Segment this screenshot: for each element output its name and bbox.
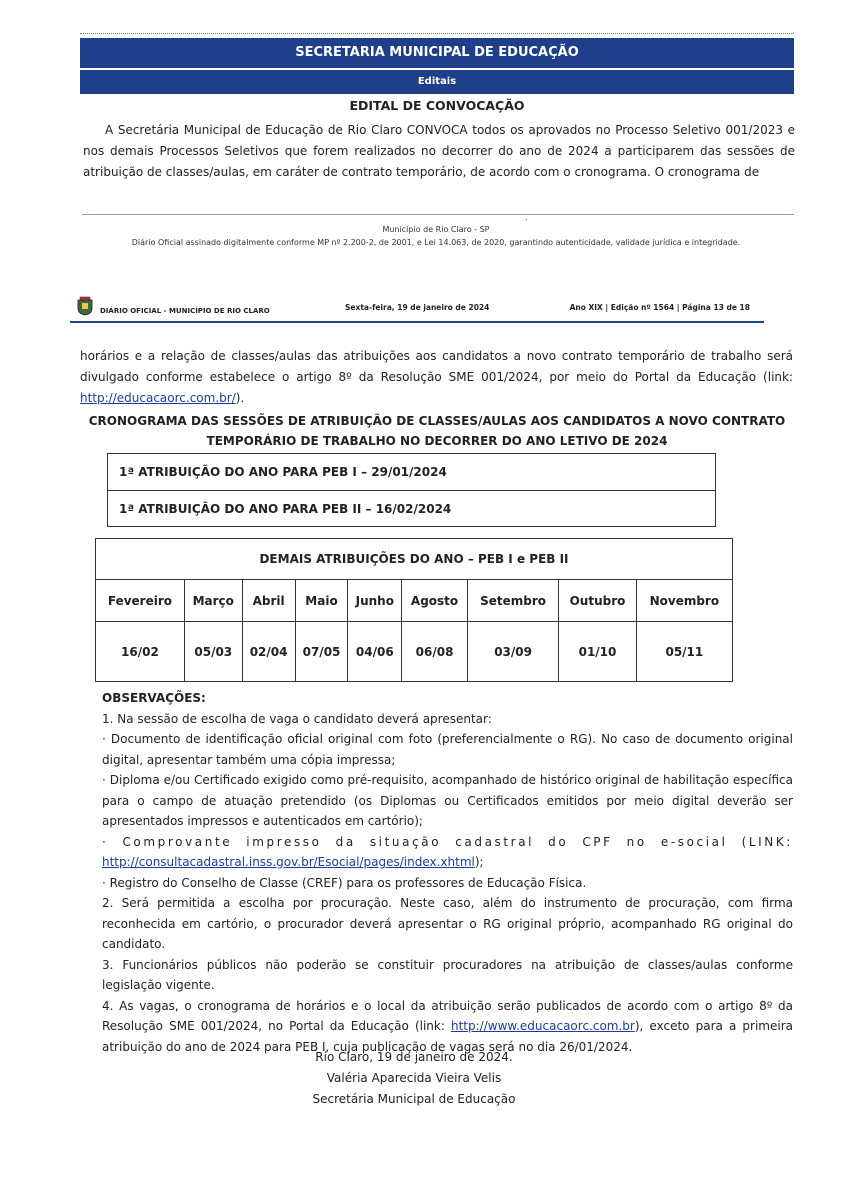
footer-rule bbox=[82, 214, 794, 215]
first-attribution-peb2: 1ª ATRIBUIÇÃO DO ANO PARA PEB II – 16/02/2024 bbox=[108, 490, 715, 527]
observation-item-1: 1. Na sessão de escolha de vaga o candidato deverá apresentar: bbox=[102, 711, 492, 726]
date-cell: 02/04 bbox=[242, 622, 295, 682]
top-dotted-rule bbox=[80, 33, 794, 34]
observations-section bbox=[80, 688, 793, 1057]
schedule-table bbox=[95, 538, 733, 682]
footer-municipio: Município de Rio Claro - SP bbox=[382, 225, 490, 234]
month-header: Abril bbox=[242, 580, 295, 622]
month-header: Março bbox=[184, 580, 242, 622]
observations-title: OBSERVAÇÕES: bbox=[102, 691, 206, 705]
date-cell: 01/10 bbox=[559, 622, 636, 682]
edital-title: EDITAL DE CONVOCAÇÃO bbox=[349, 98, 525, 113]
table-row bbox=[96, 622, 733, 682]
cronograma-title: CRONOGRAMA DAS SESSÕES DE ATRIBUIÇÃO DE CLASSES/AULAS AOS CANDIDATOS A NOVO CONTRATO TEMPORÁRIO DE TRABALHO NO DECORRER DO ANO LETIVO DE 2024 bbox=[88, 414, 786, 448]
month-header: Setembro bbox=[467, 580, 558, 622]
section-banner: Editais bbox=[80, 70, 794, 94]
observation-item-4-text: 4. As vagas, o cronograma de horários e o local da atribuição serão publicados de acordo com o artigo 8º da Resolução SME 001/2024, no Portal da Educação (link: bbox=[102, 998, 793, 1033]
month-header: Novembro bbox=[636, 580, 732, 622]
date-cell: 07/05 bbox=[295, 622, 348, 682]
page-header bbox=[70, 296, 764, 320]
municipal-crest-icon bbox=[76, 296, 94, 316]
header-date: Sexta-feira, 19 de janeiro de 2024 bbox=[345, 303, 490, 312]
footer-signature-note: Diário Oficial assinado digitalmente conforme MP nº 2.200-2, de 2001, e Lei 14.063, de 2020, garantindo autenticidade, validade jurídica e integridade. bbox=[131, 238, 741, 247]
signature-place-date: Rio Claro, 19 de janeiro de 2024. bbox=[315, 1050, 513, 1064]
requirement-id-document: · Documento de identificação oficial original com foto (preferencialmente o RG). No caso de documento original digital, apresentar também uma cópia impressa; bbox=[102, 732, 793, 767]
requirement-cpf-text: · Comprovante impresso da situação cadastral do CPF no e-social (LINK: bbox=[102, 834, 793, 849]
date-cell: 05/11 bbox=[636, 622, 732, 682]
requirement-diploma: · Diploma e/ou Certificado exigido como pré-requisito, acompanhado de histórico original de habilitação específica para o campo de atuação pretendido (os Diplomas ou Certificados emitidos por meio digital deverão ser apresentados impressos e autenticados em cartório); bbox=[102, 773, 793, 828]
date-cell: 03/09 bbox=[467, 622, 558, 682]
header-rule bbox=[70, 321, 764, 323]
footer-dot: . bbox=[525, 213, 528, 222]
month-header: Fevereiro bbox=[96, 580, 185, 622]
observation-item-2: 2. Será permitida a escolha por procuração. Neste caso, além do instrumento de procuração, com firma reconhecida em cartório, o procurador deverá apresentar o RG original próprio, acompanhado RG original do candidato. bbox=[102, 896, 793, 951]
signature-block bbox=[80, 1047, 748, 1110]
signature-name: Valéria Aparecida Vieira Velis bbox=[326, 1071, 502, 1085]
signature-role: Secretária Municipal de Educação bbox=[312, 1092, 516, 1106]
continuation-end: ). bbox=[235, 391, 245, 405]
month-header: Junho bbox=[348, 580, 402, 622]
table-header-row bbox=[96, 580, 733, 622]
requirement-cpf-end: ); bbox=[474, 855, 484, 869]
requirement-cref: · Registro do Conselho de Classe (CREF) para os professores de Educação Física. bbox=[102, 875, 587, 890]
date-cell: 04/06 bbox=[348, 622, 402, 682]
continuation-paragraph bbox=[80, 346, 793, 409]
month-header: Outubro bbox=[559, 580, 636, 622]
requirement-cpf bbox=[80, 832, 793, 873]
intro-paragraph bbox=[83, 120, 795, 183]
observation-item-3: 3. Funcionários públicos não poderão se constituir procuradores na atribuição de classes/aulas conforme legislação vigente. bbox=[102, 957, 793, 992]
continuation-text: horários e a relação de classes/aulas das atribuições aos candidatos a novo contrato temporário de trabalho será divulgado conforme estabelece o artigo 8º da Resolução SME 001/2024, por meio do Portal da Educação (link: bbox=[80, 349, 793, 384]
secretaria-banner: SECRETARIA MUNICIPAL DE EDUCAÇÃO bbox=[80, 38, 794, 68]
month-header: Maio bbox=[295, 580, 348, 622]
schedule-table-title: DEMAIS ATRIBUIÇÕES DO ANO – PEB I e PEB II bbox=[96, 539, 733, 580]
first-attributions-box bbox=[107, 453, 716, 527]
header-journal-name: DIÁRIO OFICIAL - MUNICÍPIO DE RIO CLARO bbox=[100, 307, 270, 315]
date-cell: 06/08 bbox=[402, 622, 468, 682]
esocial-link[interactable]: http://consultacadastral.inss.gov.br/Esocial/pages/index.xhtml bbox=[102, 855, 475, 869]
educacao-portal-link[interactable]: http://www.educacaorc.com.br bbox=[451, 1019, 635, 1033]
observation-item-4-end: ), exceto para a primeira atribuição do ano de 2024 para PEB I, cuja publicação de vagas será no dia 26/01/2024. bbox=[102, 1019, 793, 1054]
date-cell: 16/02 bbox=[96, 622, 185, 682]
intro-text: A Secretária Municipal de Educação de Rio Claro CONVOCA todos os aprovados no Processo Seletivo 001/2023 e nos demais Processos Seletivos que forem realizados no decorrer do ano de 2024 a participarem das sessões de atribuição de classes/aulas, em caráter de contrato temporário, de acordo com o cronograma. O cronograma de bbox=[83, 123, 795, 179]
portal-link[interactable]: http://educacaorc.com.br/ bbox=[80, 391, 236, 405]
first-attribution-peb1: 1ª ATRIBUIÇÃO DO ANO PARA PEB I – 29/01/2024 bbox=[119, 465, 447, 479]
header-edition: Ano XIX | Edição nº 1564 | Página 13 de 18 bbox=[569, 303, 750, 312]
date-cell: 05/03 bbox=[184, 622, 242, 682]
month-header: Agosto bbox=[402, 580, 468, 622]
